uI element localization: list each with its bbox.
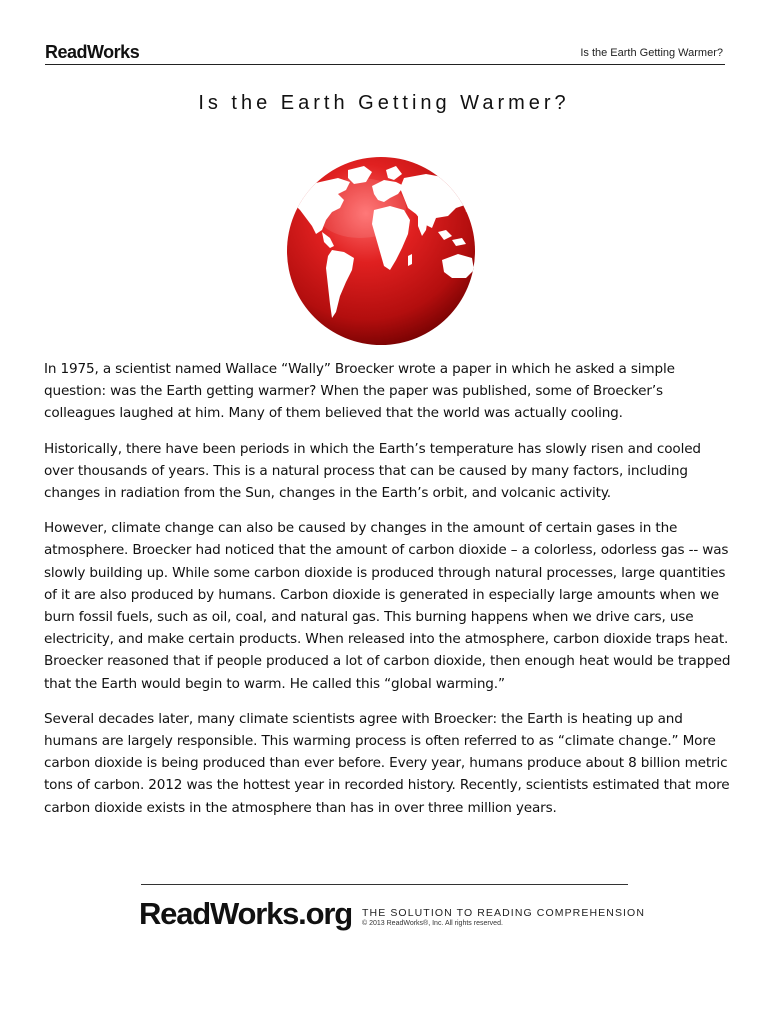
page-header <box>45 42 725 65</box>
article-body <box>44 358 734 832</box>
paragraph: However, climate change can also be caused by changes in the amount of certain gases in the atmosphere. Broecker had noticed that the amount of carbon dioxide – a colorless, odorless gas -- was slowly building up. While some carbon dioxide is produced through natural processes, large quantities of it are also produced by humans. Carbon dioxide is generated in especially large amounts when we burn fossil fuels, such as oil, coal, and natural gas. This burning happens when we drive cars, use electricity, and make certain products. When released into the atmosphere, carbon dioxide traps heat. Broecker reasoned that if people produced a lot of carbon dioxide, then enough heat would be trapped that the Earth would begin to warm. He called this “global warming.” <box>44 520 731 692</box>
brand-logo: ReadWorks <box>45 42 140 62</box>
footer-tagline: THE SOLUTION TO READING COMPREHENSION <box>362 907 646 919</box>
paragraph: Historically, there have been periods in which the Earth’s temperature has slowly risen and cooled over thousands of years. This is a natural process that can be caused by many factors, including changes in radiation from the Sun, changes in the Earth’s orbit, and volcanic activity. <box>44 440 701 502</box>
footer-copyright: © 2013 ReadWorks®, Inc. All rights reserved. <box>362 920 503 927</box>
running-title: Is the Earth Getting Warmer? <box>580 47 723 59</box>
globe-illustration <box>286 156 476 346</box>
footer-logo: ReadWorks.org <box>139 896 352 931</box>
page-title: Is the Earth Getting Warmer? <box>198 92 570 114</box>
red-globe-icon <box>286 156 476 346</box>
footer-divider <box>141 884 628 885</box>
paragraph: Several decades later, many climate scientists agree with Broecker: the Earth is heating up and humans are largely responsible. This warming process is often referred to as “climate change.” More carbon dioxide is being produced than ever before. Every year, humans produce about 8 billion metric tons of carbon. 2012 was the hottest year in recorded history. Recently, scientists estimated that more carbon dioxide exists in the atmosphere than has in over three million years. <box>44 710 730 816</box>
paragraph: In 1975, a scientist named Wallace “Wally” Broecker wrote a paper in which he asked a simple question: was the Earth getting warmer? When the paper was published, some of Broecker’s colleagues laughed at him. Many of them believed that the world was actually cooling. <box>44 361 675 422</box>
